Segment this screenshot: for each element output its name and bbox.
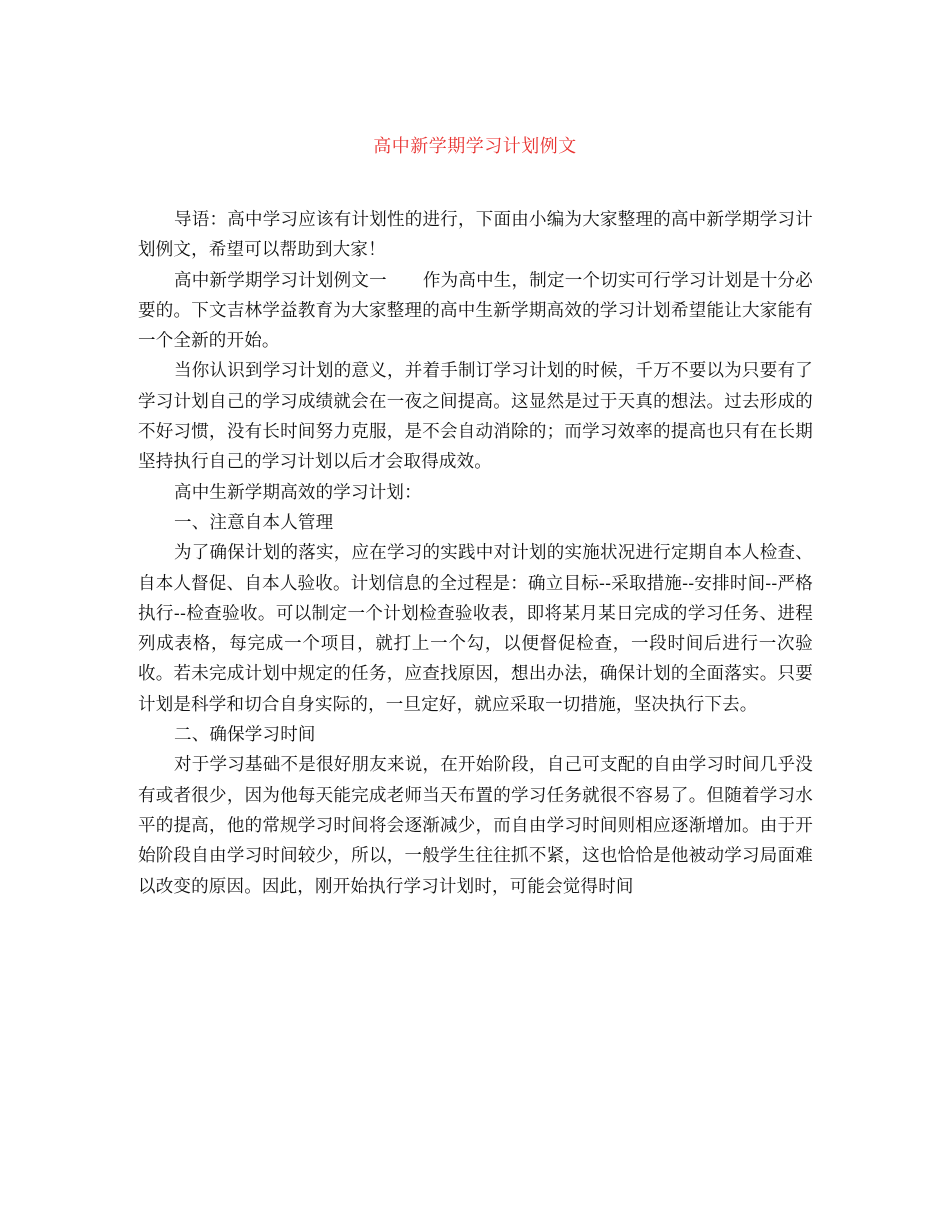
section-heading-2: 二、确保学习时间: [174, 725, 316, 746]
example-paragraph: [138, 266, 813, 357]
body-paragraph: 为了确保计划的落实，应在学习的实践中对计划的实施状况进行定期自本人检查、自本人督促、自本人验收。计划信息的全过程是：确立目标--采取措施--安排时间--严格执行--检查验收。可以制定一个计划检查验收表，即将某月某日完成的学习任务、进程列成表格，每完成一个项目，就打上一个勾，以便督促检查，一段时间后进行一次验收。若未完成计划中规定的任务，应查找原因，想出办法，确保计划的全面落实。只要计划是科学和切合自身实际的，一旦定好，就应采取一切措施，坚决执行下去。: [138, 543, 813, 715]
example-intro-text: 作为高中生，制定一个切实可行学习计划是十分必要的。下文吉林学益教育为大家整理的高中生新学期高效的学习计划希望能让大家能有一个全新的开始。: [138, 270, 813, 352]
document-title: 高中新学期学习计划例文: [373, 136, 577, 157]
example-heading: 高中新学期学习计划例文一: [174, 270, 387, 291]
plan-heading: 高中生新学期高效的学习计划：: [174, 482, 422, 503]
document-body: [138, 205, 813, 902]
body-paragraph: 对于学习基础不是很好朋友来说，在开始阶段，自己可支配的自由学习时间几乎没有或者很少，因为他每天能完成老师当天布置的学习任务就很不容易了。但随着学习水平的提高，他的常规学习时间将会逐渐减少，而自由学习时间则相应逐渐增加。由于开始阶段自由学习时间较少，所以，一般学生往往抓不紧，这也恰恰是他被动学习局面难以改变的原因。因此，刚开始执行学习计划时，可能会觉得时间: [138, 755, 813, 897]
section-heading-1: 一、注意自本人管理: [174, 512, 334, 533]
intro-paragraph: 导语：高中学习应该有计划性的进行，下面由小编为大家整理的高中新学期学习计划例文，希望可以帮助到大家！: [138, 210, 813, 261]
body-paragraph: 当你认识到学习计划的意义，并着手制订学习计划的时候，千万不要以为只要有了学习计划自己的学习成绩就会在一夜之间提高。这显然是过于天真的想法。过去形成的不好习惯，没有长时间努力克服，是不会自动消除的；而学习效率的提高也只有在长期坚持执行自己的学习计划以后才会取得成效。: [138, 361, 813, 473]
